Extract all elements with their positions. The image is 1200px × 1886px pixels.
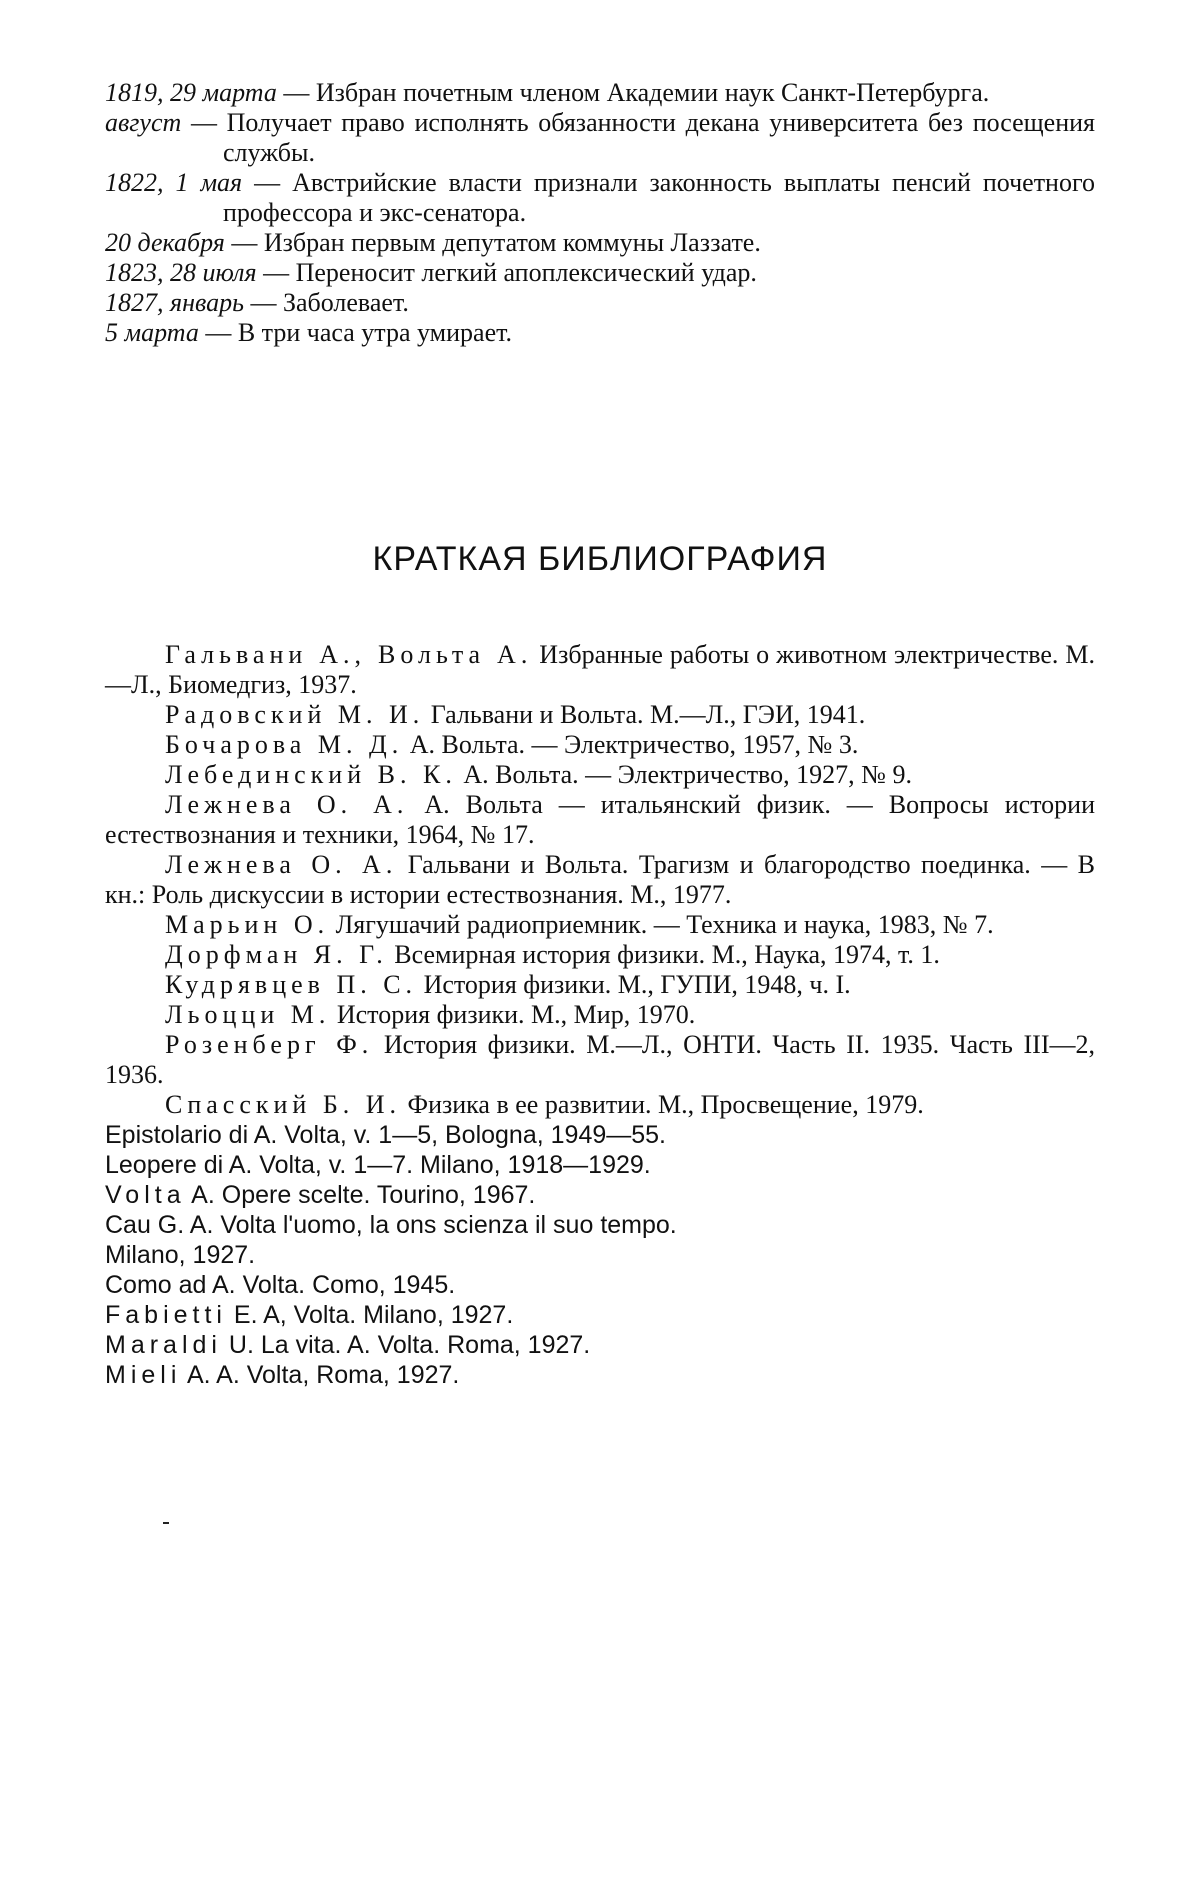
bibliography-item xyxy=(105,940,1095,970)
item-author: Mieli xyxy=(105,1361,182,1389)
bibliography-item xyxy=(105,1030,1095,1090)
entry-date: 1823, 28 июля xyxy=(105,258,257,287)
item-text: А. Вольта. — Электричество, 1927, № 9. xyxy=(456,760,912,789)
entry-date: 1822, 1 мая xyxy=(105,168,243,197)
bibliography-item xyxy=(105,850,1095,910)
item-text: Leopere di A. Volta, v. 1—7. Milano, 1918—1929. xyxy=(105,1151,651,1179)
bibliography-item xyxy=(105,790,1095,850)
item-author: Льоцци М. xyxy=(165,1000,331,1029)
entry-text: — Переносит легкий апоплексический удар. xyxy=(256,258,757,287)
item-text: U. La vita. A. Volta. Roma, 1927. xyxy=(221,1331,591,1359)
item-text: Избранные работы о животном электричестве. М.—Л., Биомедгиз, 1937. xyxy=(105,640,1095,699)
item-author: Марьин О. xyxy=(165,910,330,939)
item-text: А. Вольта. — Электричество, 1957, № 3. xyxy=(403,730,859,759)
entry-text: — Австрийские власти признали законность выплаты пенсий почетного профессора и экс-сенатора. xyxy=(223,168,1095,227)
item-text: E. A, Volta. Milano, 1927. xyxy=(226,1301,514,1329)
chronology xyxy=(105,78,1095,348)
bibliography-item xyxy=(105,760,1095,790)
chronology-entry xyxy=(105,228,1095,258)
entry-text: — Избран почетным членом Академии наук Санкт-Петербурга. xyxy=(276,78,990,107)
bibliography-item-latin xyxy=(105,1180,1095,1210)
bibliography-item-latin xyxy=(105,1150,1095,1180)
chronology-entry xyxy=(105,168,1095,228)
item-author: Спасский Б. И. xyxy=(165,1090,402,1119)
bibliography-item-latin xyxy=(105,1270,1095,1300)
bibliography-item-latin xyxy=(105,1240,1095,1270)
bibliography-item xyxy=(105,730,1095,760)
entry-text: — Получает право исполнять обязанности декана университета без посещения службы. xyxy=(181,108,1095,167)
item-author: Бочарова М. Д. xyxy=(165,730,404,759)
item-author: Гальвани А., Вольта А. xyxy=(165,640,533,669)
item-text: Гальвани и Вольта. Трагизм и благородство поединка. — В кн.: Роль дискуссии в истории естествознания. М., 1977. xyxy=(105,850,1095,909)
bibliography-item-latin xyxy=(105,1330,1095,1360)
item-text: Лягушачий радиоприемник. — Техника и наука, 1983, № 7. xyxy=(329,910,994,939)
item-author: Дорфман Я. Г. xyxy=(165,940,388,969)
item-author: Лежнева О. А. xyxy=(165,790,409,819)
item-author: Радовский М. И. xyxy=(165,700,425,729)
item-text: История физики. М., Мир, 1970. xyxy=(330,1000,696,1029)
entry-text: — В три часа утра умирает. xyxy=(198,318,513,347)
entry-date: 20 декабря xyxy=(105,228,225,257)
chronology-entry xyxy=(105,78,1095,108)
chronology-entry xyxy=(105,288,1095,318)
print-speck xyxy=(163,1522,169,1524)
bibliography-list xyxy=(105,640,1095,1390)
bibliography-item-latin xyxy=(105,1210,1095,1240)
bibliography-heading: КРАТКАЯ БИБЛИОГРАФИЯ xyxy=(372,540,828,578)
bibliography-item-latin xyxy=(105,1300,1095,1330)
item-text: Milano, 1927. xyxy=(105,1241,256,1269)
bibliography-item xyxy=(105,700,1095,730)
item-text: Физика в ее развитии. М., Просвещение, 1979. xyxy=(401,1090,924,1119)
entry-text: — Заболевает. xyxy=(243,288,409,317)
entry-text: — Избран первым депутатом коммуны Лаззате. xyxy=(224,228,761,257)
item-author: Maraldi xyxy=(105,1331,222,1359)
bibliography-item-latin xyxy=(105,1360,1095,1390)
item-author: Розенберг Ф. xyxy=(165,1030,374,1059)
bibliography-item xyxy=(105,1000,1095,1030)
entry-date: август xyxy=(105,108,182,137)
bibliography-item xyxy=(105,910,1095,940)
item-text: A. Opere scelte. Tourino, 1967. xyxy=(185,1181,536,1209)
bibliography-item-latin xyxy=(105,1120,1095,1150)
item-text: А. Вольта — итальянский физик. — Вопросы истории естествознания и техники, 1964, № 17. xyxy=(105,790,1095,849)
bibliography-item xyxy=(105,1090,1095,1120)
entry-date: 1819, 29 марта xyxy=(105,78,277,107)
item-text: Como ad A. Volta. Como, 1945. xyxy=(105,1271,456,1299)
item-text: A. A. Volta, Roma, 1927. xyxy=(181,1361,460,1389)
item-author: Лежнева О. А. xyxy=(165,850,398,879)
item-text: Всемирная история физики. М., Наука, 1974, т. 1. xyxy=(387,940,940,969)
chronology-entry xyxy=(105,258,1095,288)
item-text: История физики. М.—Л., ОНТИ. Часть II. 1935. Часть III—2, 1936. xyxy=(105,1030,1095,1089)
chronology-entry xyxy=(105,318,1095,348)
item-text: История физики. М., ГУПИ, 1948, ч. I. xyxy=(417,970,851,999)
item-author: Кудрявцев П. С. xyxy=(165,970,418,999)
chronology-entry xyxy=(105,108,1095,168)
entry-date: 5 марта xyxy=(105,318,199,347)
item-text: Гальвани и Вольта. М.—Л., ГЭИ, 1941. xyxy=(424,700,866,729)
item-text: Cau G. A. Volta l'uomo, la ons scienza il suo tempo. xyxy=(105,1211,677,1239)
item-author: Fabietti xyxy=(105,1301,227,1329)
item-text: Epistolario di A. Volta, v. 1—5, Bologna, 1949—55. xyxy=(105,1121,666,1149)
bibliography-item xyxy=(105,640,1095,700)
entry-date: 1827, январь xyxy=(105,288,244,317)
item-author: Volta xyxy=(105,1181,186,1209)
bibliography-item xyxy=(105,970,1095,1000)
item-author: Лебединский В. К. xyxy=(165,760,457,789)
